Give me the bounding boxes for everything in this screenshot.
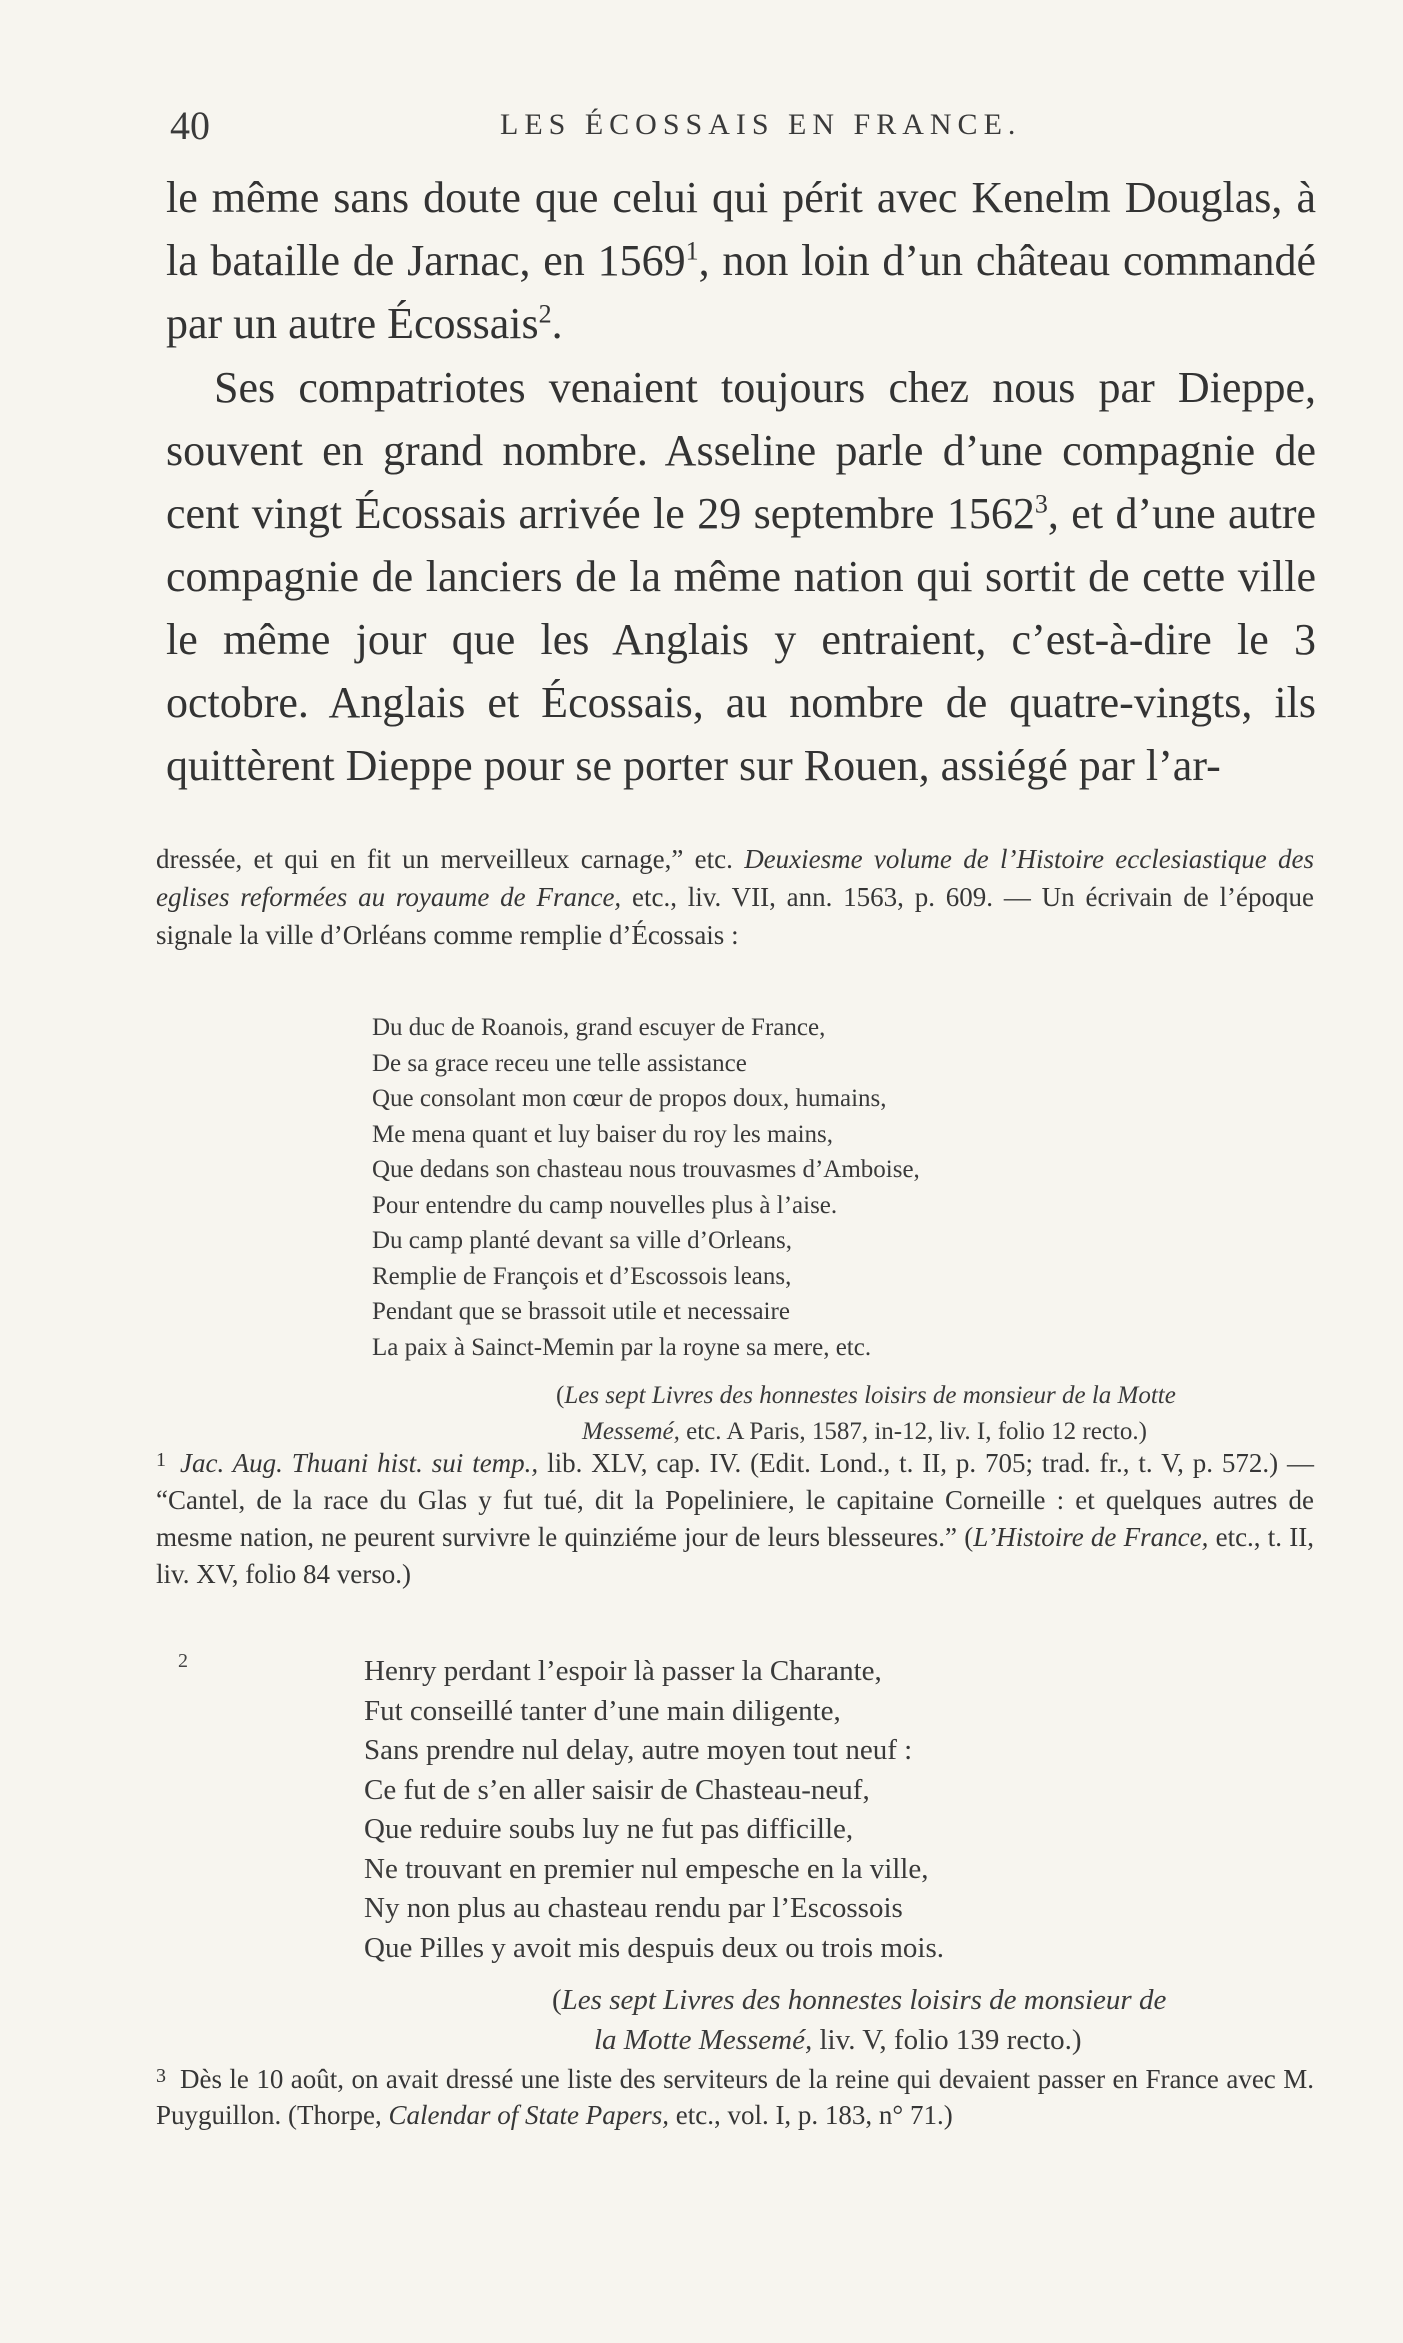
italic-title: Messemé, (582, 1418, 680, 1445)
main-paragraph-1 (166, 166, 1316, 355)
footnote-ref-1: 1 (685, 236, 699, 266)
text: ( (552, 1984, 562, 2016)
footnote-continuation (156, 840, 1314, 954)
text: etc., t. II, liv. XV, folio 84 verso.) (156, 1522, 1314, 1589)
text: etc., liv. VII, ann. 1563, p. 609. — Un écrivain de l’époque signale la ville d’Orléans comme remplie d’Écossais : (156, 882, 1314, 950)
verse-quote-2 (364, 1652, 1314, 1968)
verse-line: Me mena quant et luy baiser du roy les mains, (372, 1120, 833, 1148)
footnote-marker: 3 (156, 2065, 166, 2087)
verse-line: Du duc de Roanois, grand escuyer de France, (372, 1014, 826, 1041)
text: le même sans doute que celui qui périt avec Kenelm Douglas, à la bataille de Jarnac, en 1569 (166, 173, 1316, 285)
italic-title: Deuxiesme volume de l’Histoire ecclesiastique des eglises reformées au royaume de France, (156, 844, 1314, 912)
verse-citation-2 (552, 1980, 1312, 2060)
page-number: 40 (170, 103, 210, 148)
verse-line: Que reduire soubs luy ne fut pas difficille, (364, 1813, 854, 1845)
text: . (551, 299, 563, 348)
text: , non loin d’un château commandé par un autre Écossais (166, 236, 1316, 348)
verse-line: Que Pilles y avoit mis despuis deux ou trois mois. (364, 1931, 944, 1964)
page-header (170, 102, 1310, 152)
text: lib. XLV, cap. IV. (Edit. Lond., t. II, p. 705; trad. fr., t. V, p. 572.) — “Cantel, de la race du Glas y fut tué, dit la Popeliniere, le capitaine Corneille : et quelques autres de mesme nation, ne peurent survivre le quinziéme jour de leurs blesseures.” ( (156, 1448, 1314, 1552)
verse-line: Henry perdant l’espoir là passer la Charante, (364, 1655, 882, 1687)
text: etc., vol. I, p. 183, n° 71.) (668, 2100, 953, 2130)
text: etc. A Paris, 1587, in-12, liv. I, folio 12 recto.) (679, 1418, 1147, 1445)
verse-line: Ne trouvant en premier nul empesche en la ville, (364, 1852, 929, 1885)
verse-line: Sans prendre nul delay, autre moyen tout neuf : (364, 1734, 913, 1766)
text: liv. V, folio 139 recto.) (812, 2024, 1082, 2056)
verse-line: La paix à Sainct-Memin par la royne sa mere, etc. (372, 1333, 872, 1361)
verse-line: Fut conseillé tanter d’une main diligente, (364, 1694, 841, 1727)
verse-line: De sa grace receu une telle assistance (372, 1049, 747, 1077)
italic-title: Jac. Aug. Thuani hist. sui temp., (180, 1448, 539, 1478)
italic-title: Les sept Livres des honnestes loisirs de monsieur de la Motte (564, 1382, 1176, 1409)
verse-line: Que dedans son chasteau nous trouvasmes d’Amboise, (372, 1156, 920, 1183)
text: Ses compatriotes venaient toujours chez nous par Dieppe, souvent en grand nombre. Asseline parle d’une compagnie de cent vingt Écossais arrivée le 29 septembre 1562 (166, 363, 1316, 538)
verse-line: Remplie de François et d’Escossois leans, (372, 1262, 792, 1290)
footnote-ref-2: 2 (538, 299, 552, 329)
verse-quote-1 (372, 1010, 1312, 1365)
verse-line: Que consolant mon cœur de propos doux, humains, (372, 1085, 887, 1112)
text: dressée, et qui en fit un merveilleux carnage,” etc. (156, 844, 745, 874)
main-text (166, 166, 1316, 797)
footnote-marker-2: 2 (178, 1650, 188, 1672)
text: ( (556, 1382, 565, 1409)
italic-title: Calendar of State Papers, (388, 2100, 669, 2130)
footnote-marker: 1 (156, 1449, 166, 1471)
verse-line: Pendant que se brassoit utile et necessaire (372, 1298, 790, 1325)
verse-citation-1 (556, 1378, 1316, 1450)
verse-line: Du camp planté devant sa ville d’Orleans, (372, 1227, 792, 1254)
text: Dès le 10 août, on avait dressé une liste des serviteurs de la reine qui devaient passer en France avec M. Puyguillon. (Thorpe, (156, 2064, 1314, 2130)
footnote-3 (156, 2058, 1314, 2133)
verse-line: Ny non plus au chasteau rendu par l’Escossois (364, 1892, 903, 1924)
running-title: LES ÉCOSSAIS EN FRANCE. (500, 108, 1022, 141)
main-paragraph-2 (166, 356, 1316, 797)
text: , et d’une autre compagnie de lanciers de la même nation qui sortit de cette ville le même jour que les Anglais y entraient, c’est-à-dire le 3 octobre. Anglais et Écossais, au nombre de quatre-vingts, ils quittèrent Dieppe pour se porter sur Rouen, assiégé par l’ar- (166, 489, 1316, 790)
verse-line: Ce fut de s’en aller saisir de Chasteau-neuf, (364, 1773, 870, 1806)
italic-title: Les sept Livres des honnestes loisirs de monsieur de (561, 1984, 1167, 2016)
footnote-1 (156, 1442, 1314, 1593)
italic-title: L’Histoire de France, (973, 1522, 1209, 1552)
italic-title: la Motte Messemé, (594, 2024, 813, 2056)
verse-line: Pour entendre du camp nouvelles plus à l’aise. (372, 1191, 838, 1219)
footnote-ref-3: 3 (1034, 489, 1048, 519)
